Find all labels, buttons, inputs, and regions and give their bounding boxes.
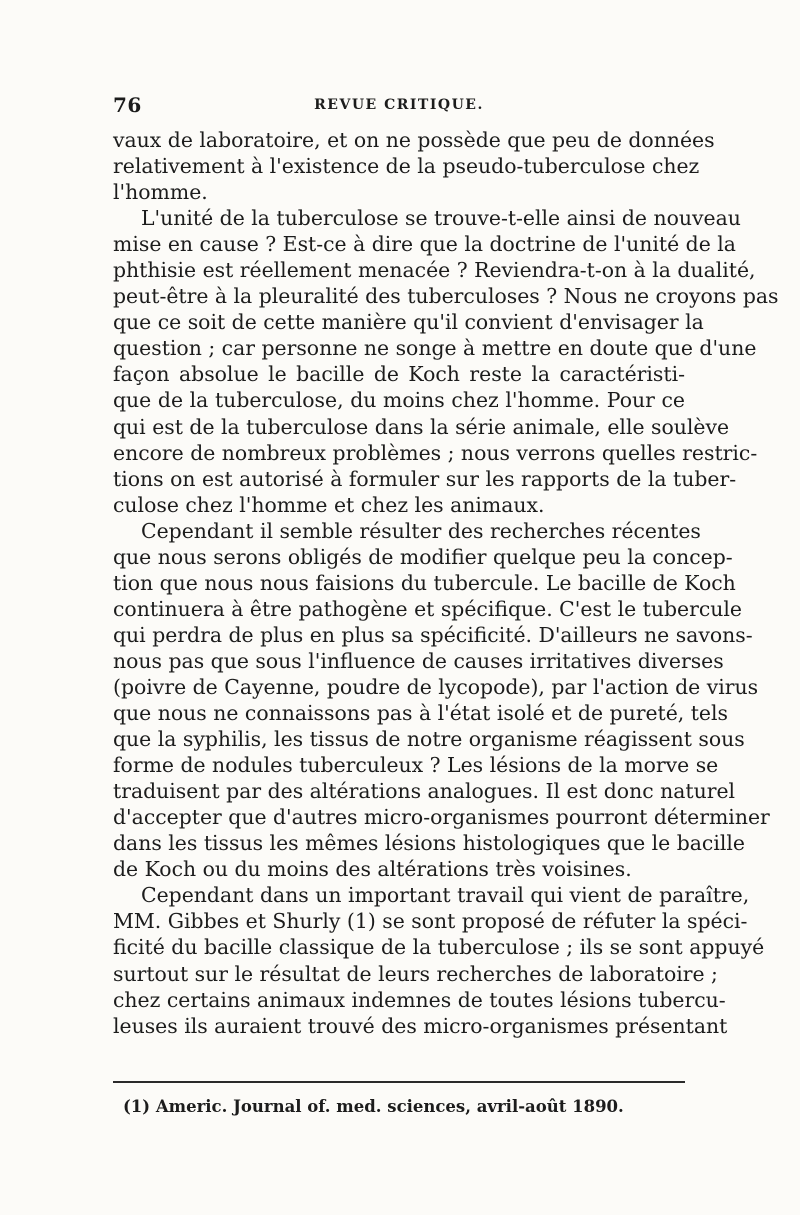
text-line: traduisent par des altérations analogues. Il est donc naturel: [113, 779, 736, 804]
text-line: façon absolue le bacille de Koch reste la caractéristi-: [113, 362, 685, 387]
text-line: tion que nous nous faisions du tubercule. Le bacille de Koch: [113, 570, 736, 595]
text-line: question ; car personne ne songe à mettre en doute que d'une: [113, 336, 757, 361]
paragraph: [113, 518, 770, 883]
text-line: que la syphilis, les tissus de notre organisme réagissent sous: [113, 727, 745, 752]
text-line: que de la tuberculose, du moins chez l'homme. Pour ce: [113, 388, 685, 413]
text-line: relativement à l'existence de la pseudo-tuberculose chez: [113, 154, 700, 179]
text-line: nous pas que sous l'influence de causes irritatives diverses: [113, 648, 724, 673]
text-line: vaux de laboratoire, et on ne possède que peu de données: [113, 128, 715, 152]
text-line: Cependant il semble résulter des recherches récentes: [141, 518, 701, 543]
text-line: surtout sur le résultat de leurs recherches de laboratoire ;: [113, 961, 718, 986]
body-text: [113, 127, 779, 1039]
footnote-rule: [113, 1081, 685, 1083]
footnote: (1) Americ. Journal of. med. sciences, avril-août 1890.: [123, 1097, 624, 1116]
text-line: chez certains animaux indemnes de toutes lésions tubercu-: [113, 987, 726, 1012]
page-number: 76: [113, 93, 142, 117]
text-line: forme de nodules tuberculeux ? Les lésions de la morve se: [113, 753, 719, 778]
paragraph: [113, 127, 715, 205]
text-line: mise en cause ? Est-ce à dire que la doctrine de l'unité de la: [113, 232, 736, 257]
text-line: continuera à être pathogène et spécifique. C'est le tubercule: [113, 596, 742, 621]
text-line: qui est de la tuberculose dans la série animale, elle soulève: [113, 414, 730, 439]
text-line: ficité du bacille classique de la tuberculose ; ils se sont appuyé: [113, 935, 765, 960]
text-line: encore de nombreux problèmes ; nous verrons quelles restric-: [113, 440, 758, 465]
text-line: que nous ne connaissons pas à l'état isolé et de pureté, tels: [113, 701, 728, 726]
text-line: L'unité de la tuberculose se trouve-t-elle ainsi de nouveau: [141, 206, 741, 231]
paragraph: [113, 882, 765, 1038]
text-line: d'accepter que d'autres micro-organismes pourront déterminer: [113, 805, 770, 830]
text-line: MM. Gibbes et Shurly (1) se sont proposé de réfuter la spéci-: [113, 909, 748, 934]
text-line: que ce soit de cette manière qu'il convient d'envisager la: [113, 310, 704, 335]
running-head: REVUE CRITIQUE.: [314, 97, 484, 113]
text-line: qui perdra de plus en plus sa spécificité. D'ailleurs ne savons-: [113, 622, 753, 647]
text-line: peut-être à la pleuralité des tuberculoses ? Nous ne croyons pas: [113, 284, 779, 309]
page-header: [113, 93, 685, 123]
text-line: (poivre de Cayenne, poudre de lycopode), par l'action de virus: [113, 674, 759, 699]
text-line: de Koch ou du moins des altérations très voisines.: [113, 857, 632, 882]
text-line: leuses ils auraient trouvé des micro-organismes présentant: [113, 1013, 728, 1038]
text-line: tions on est autorisé à formuler sur les rapports de la tuber-: [113, 466, 737, 491]
text-line: phthisie est réellement menacée ? Reviendra-t-on à la dualité,: [113, 258, 756, 283]
text-line: dans les tissus les mêmes lésions histologiques que le bacille: [113, 831, 745, 856]
text-line: l'homme.: [113, 180, 208, 205]
text-line: culose chez l'homme et chez les animaux.: [113, 492, 545, 517]
text-line: que nous serons obligés de modifier quelque peu la concep-: [113, 544, 733, 569]
text-line: Cependant dans un important travail qui vient de paraître,: [141, 883, 750, 908]
paragraph: [113, 205, 779, 518]
